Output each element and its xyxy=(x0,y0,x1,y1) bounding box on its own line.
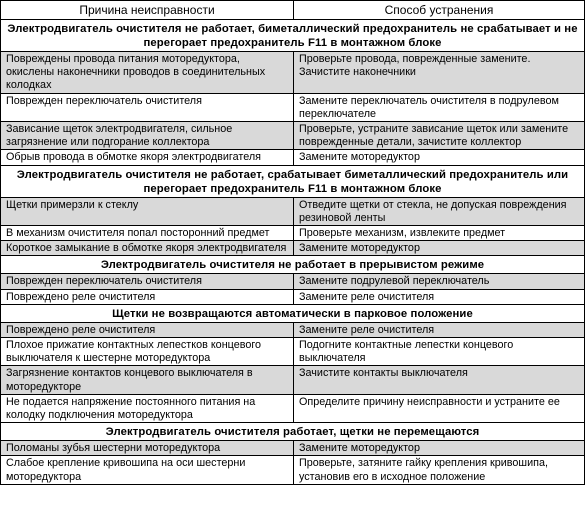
table-row xyxy=(1,322,585,337)
remedy-cell: Замените реле очистителя xyxy=(294,289,585,304)
cause-cell: В механизм очистителя попал посторонний предмет xyxy=(1,226,294,241)
table-row xyxy=(1,441,585,456)
cause-cell: Плохое прижатие контактных лепестков концевого выключателя к шестерне моторедуктора xyxy=(1,338,294,366)
remedy-cell: Проверьте провода, поврежденные замените. Зачистите наконечники xyxy=(294,52,585,94)
table-row xyxy=(1,122,585,150)
cause-cell: Поврежден переключатель очистителя xyxy=(1,93,294,121)
cause-cell: Повреждено реле очистителя xyxy=(1,289,294,304)
cause-cell: Поврежден переключатель очистителя xyxy=(1,274,294,289)
table-body xyxy=(1,20,585,485)
table-row xyxy=(1,456,585,484)
header-row xyxy=(1,1,585,20)
remedy-cell: Замените моторедуктор xyxy=(294,241,585,256)
table-row xyxy=(1,289,585,304)
cause-cell: Повреждены провода питания моторедуктора, окислены наконечники проводов в соединительных колодках xyxy=(1,52,294,94)
remedy-cell: Проверьте механизм, извлеките предмет xyxy=(294,226,585,241)
table-row xyxy=(1,274,585,289)
remedy-cell: Замените реле очистителя xyxy=(294,322,585,337)
cause-cell: Загрязнение контактов концевого выключателя в моторедукторе xyxy=(1,366,294,394)
table-row xyxy=(1,366,585,394)
remedy-cell: Проверьте, затяните гайку крепления кривошипа, установив его в исходное положение xyxy=(294,456,585,484)
cause-column-header: Причина неисправности xyxy=(1,1,294,20)
section-title: Электродвигатель очистителя не работает в прерывистом режиме xyxy=(1,256,585,274)
table-row xyxy=(1,52,585,94)
cause-cell: Слабое крепление кривошипа на оси шестерни моторедуктора xyxy=(1,456,294,484)
remedy-cell: Отведите щетки от стекла, не допуская повреждения резиновой ленты xyxy=(294,197,585,225)
remedy-column-header: Способ устранения xyxy=(294,1,585,20)
table-row xyxy=(1,338,585,366)
section-header-row xyxy=(1,165,585,197)
cause-cell: Поломаны зубья шестерни моторедуктора xyxy=(1,441,294,456)
remedy-cell: Замените переключатель очистителя в подрулевом переключателе xyxy=(294,93,585,121)
section-title: Электродвигатель очистителя не работает, срабатывает биметаллический предохранитель или перегорает предохранитель F11 в монтажном блоке xyxy=(1,165,585,197)
table-row xyxy=(1,394,585,422)
remedy-cell: Зачистите контакты выключателя xyxy=(294,366,585,394)
table-row xyxy=(1,226,585,241)
table-row xyxy=(1,93,585,121)
section-title: Электродвигатель очистителя работает, щетки не перемещаются xyxy=(1,423,585,441)
remedy-cell: Замените моторедуктор xyxy=(294,150,585,165)
section-header-row xyxy=(1,304,585,322)
table-row xyxy=(1,241,585,256)
remedy-cell: Замените подрулевой переключатель xyxy=(294,274,585,289)
section-header-row xyxy=(1,423,585,441)
table-row xyxy=(1,150,585,165)
cause-cell: Не подается напряжение постоянного питания на колодку подключения моторедуктора xyxy=(1,394,294,422)
cause-cell: Короткое замыкание в обмотке якоря электродвигателя xyxy=(1,241,294,256)
cause-cell: Щетки примерзли к стеклу xyxy=(1,197,294,225)
cause-cell: Повреждено реле очистителя xyxy=(1,322,294,337)
section-header-row xyxy=(1,256,585,274)
remedy-cell: Проверьте, устраните зависание щеток или замените поврежденные детали, зачистите коллектор xyxy=(294,122,585,150)
remedy-cell: Подогните контактные лепестки концевого выключателя xyxy=(294,338,585,366)
remedy-cell: Замените моторедуктор xyxy=(294,441,585,456)
section-title: Электродвигатель очистителя не работает, биметаллический предохранитель не срабатывает и не перегорает предохранитель F11 в монтажном блоке xyxy=(1,20,585,52)
remedy-cell: Определите причину неисправности и устраните ее xyxy=(294,394,585,422)
cause-cell: Обрыв провода в обмотке якоря электродвигателя xyxy=(1,150,294,165)
section-title: Щетки не возвращаются автоматически в парковое положение xyxy=(1,304,585,322)
section-header-row xyxy=(1,20,585,52)
table-row xyxy=(1,197,585,225)
cause-cell: Зависание щеток электродвигателя, сильное загрязнение или подгорание коллектора xyxy=(1,122,294,150)
